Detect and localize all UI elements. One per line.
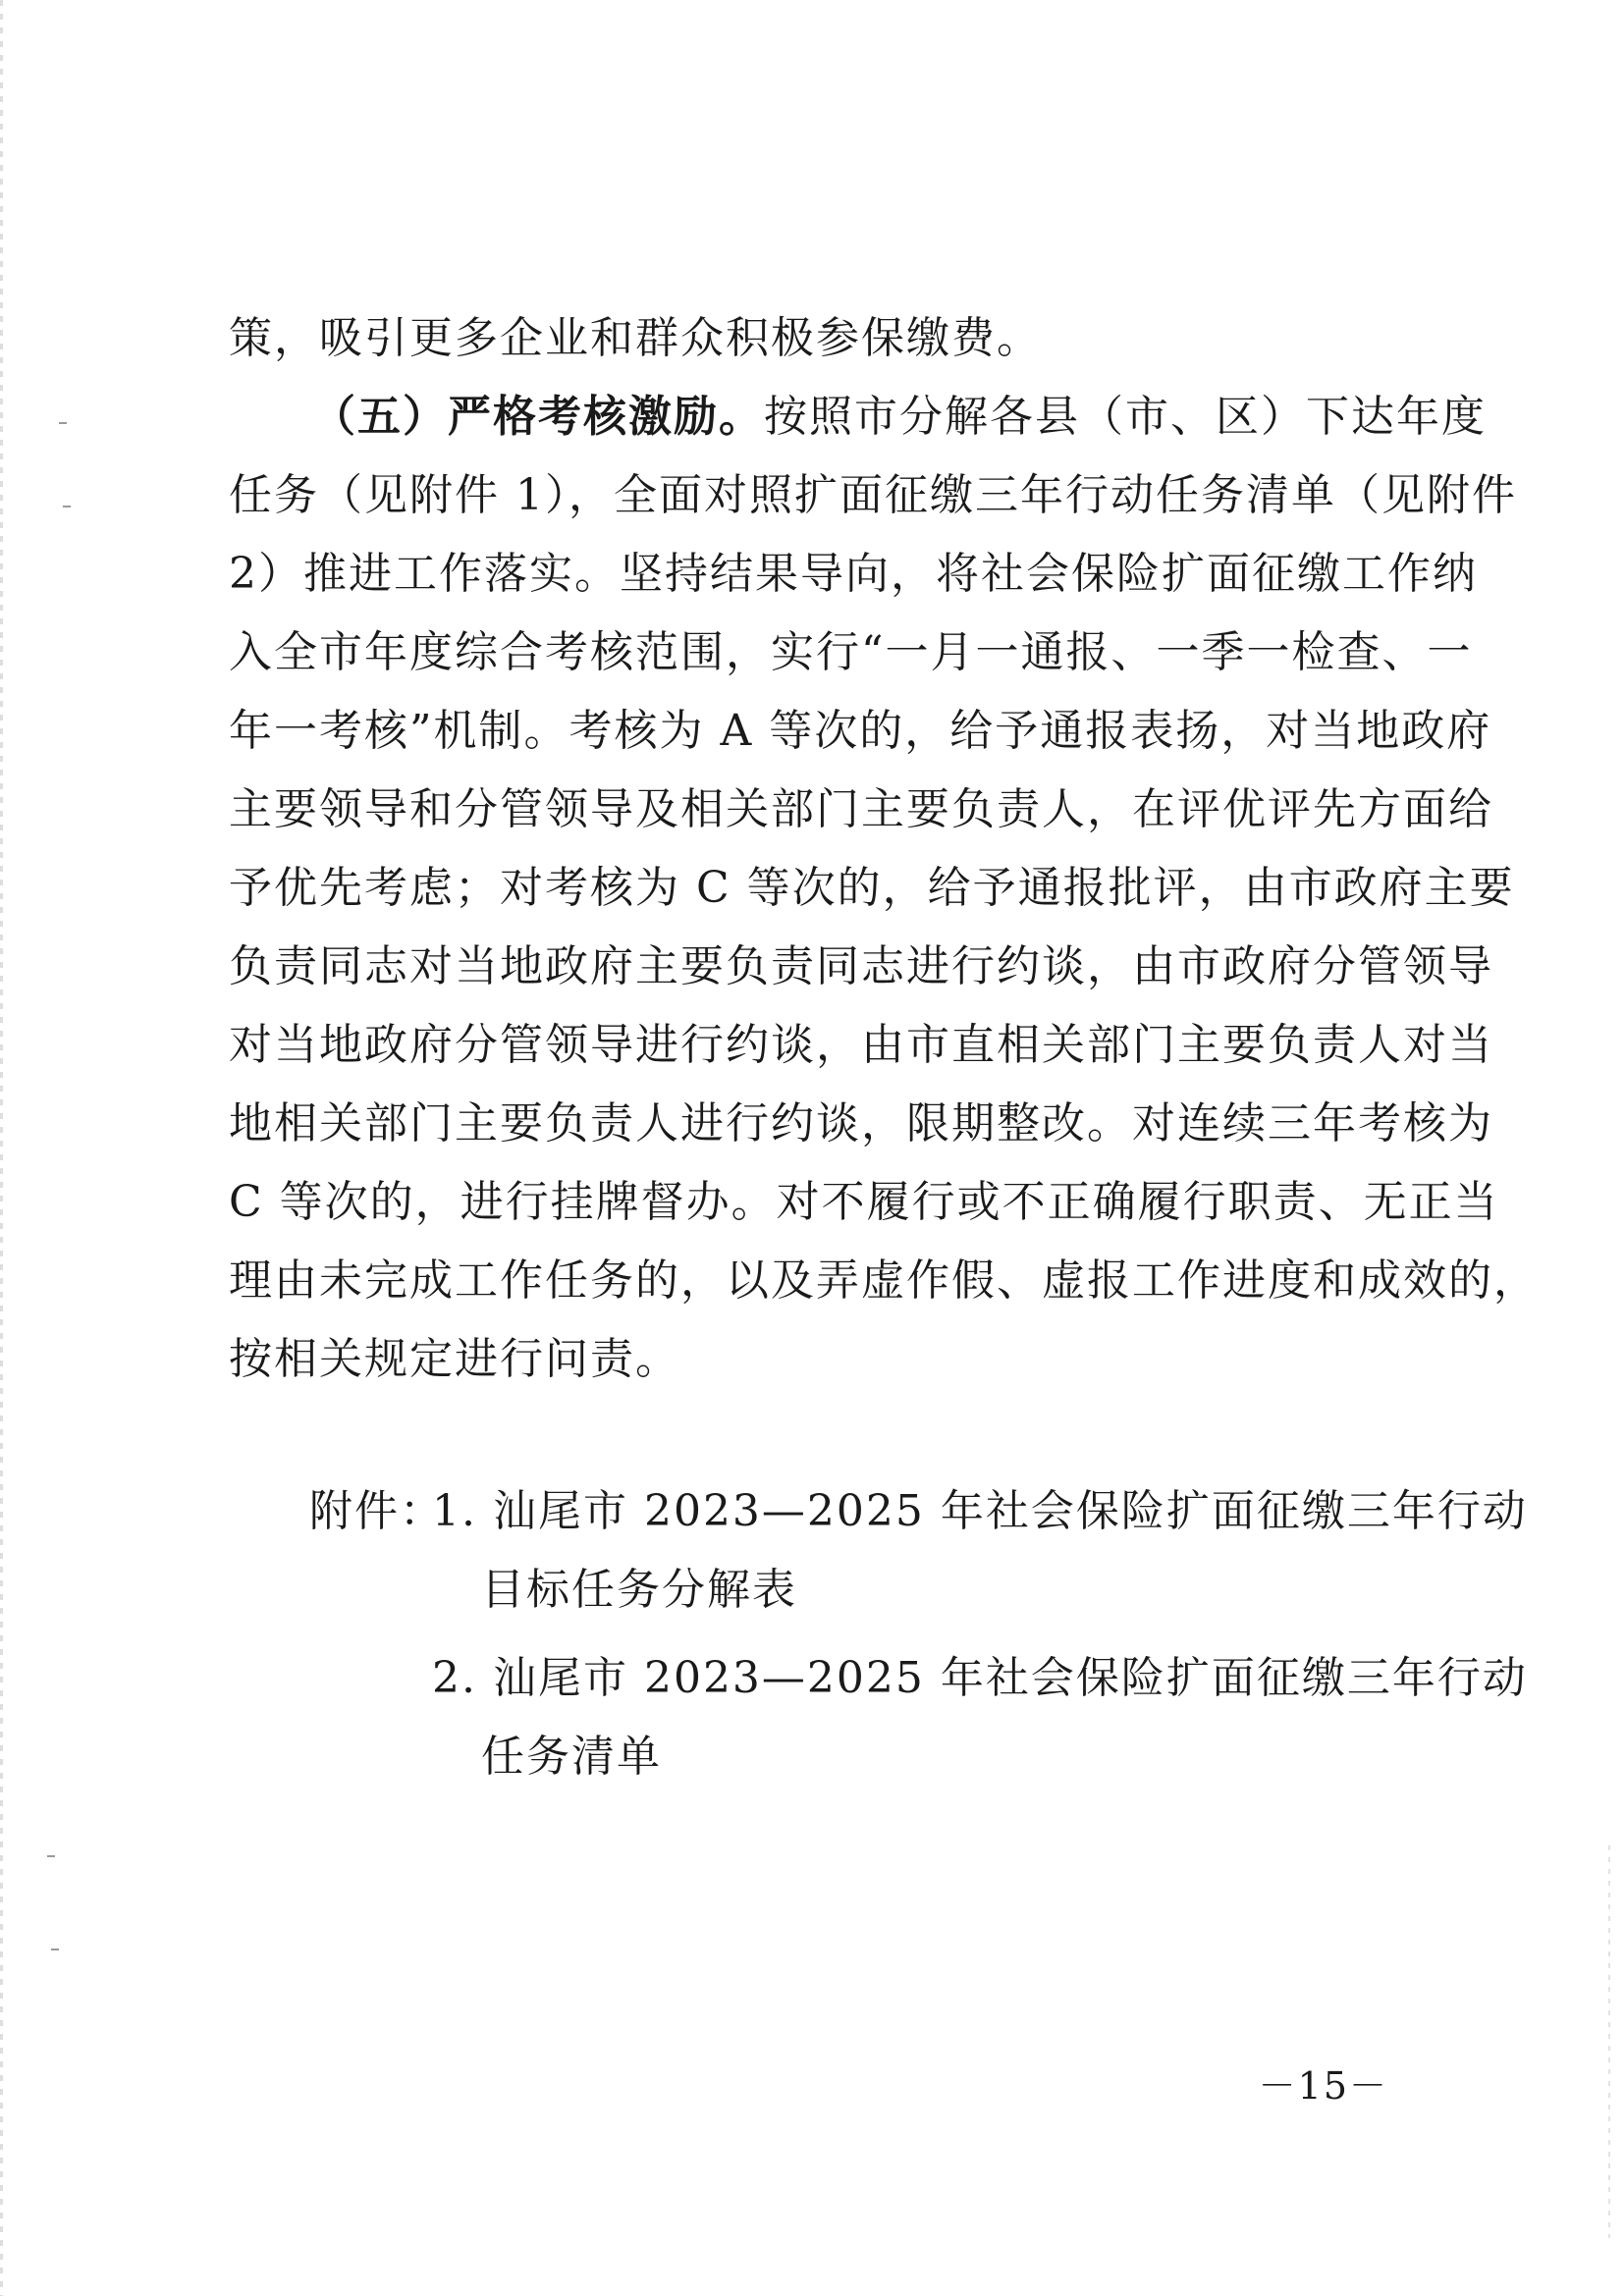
body-line: 主要领导和分管领导及相关部门主要负责人，在评优评先方面给 [229, 784, 1493, 834]
scan-edge-right [1608, 1845, 1610, 2238]
para2-first-line-text: 按照市分解各县（市、区）下达年度 [764, 392, 1487, 442]
attachment-item-1: 1. 汕尾市 2023—2025 年社会保险扩面征缴三年行动 [432, 1486, 1528, 1536]
body-line: 负责同志对当地政府主要负责同志进行约谈，由市政府分管领导 [229, 941, 1493, 991]
scan-speck [59, 422, 67, 424]
attachments-label: 附件： [309, 1486, 445, 1536]
body-line: 入全市年度综合考核范围，实行“一月一通报、一季一检查、一 [229, 627, 1473, 677]
body-line: 理由未完成工作任务的，以及弄虚作假、虚报工作进度和成效的， [229, 1255, 1539, 1306]
body-line-1: 策，吸引更多企业和群众积极参保缴费。 [229, 313, 1042, 363]
attachment-item-2: 2. 汕尾市 2023—2025 年社会保险扩面征缴三年行动 [432, 1653, 1528, 1703]
page-number: －15－ [1258, 2064, 1388, 2108]
attachment-item-2-continued: 任务清单 [481, 1732, 662, 1782]
body-line-last: 按相关规定进行问责。 [229, 1334, 680, 1384]
scan-speck [47, 1855, 55, 1857]
attachment-item-1-continued: 目标任务分解表 [481, 1565, 797, 1615]
body-line: 地相关部门主要负责人进行约谈，限期整改。对连续三年考核为 [229, 1098, 1493, 1148]
body-line: 2）推进工作落实。坚持结果导向，将社会保险扩面征缴工作纳 [229, 549, 1478, 599]
body-line: 对当地政府分管领导进行约谈，由市直相关部门主要负责人对当 [229, 1020, 1493, 1070]
scan-speck [51, 1949, 59, 1950]
body-line: 予优先考虑；对考核为 C 等次的，给予通报批评，由市政府主要 [229, 863, 1515, 913]
para2-first-line [312, 388, 1487, 447]
scan-edge-left [0, 0, 3, 2296]
body-line: 任务（见附件 1），全面对照扩面征缴三年行动任务清单（见附件 [229, 470, 1517, 520]
section-heading: （五）严格考核激励。 [312, 392, 764, 442]
body-line: 年一考核”机制。考核为 A 等次的，给予通报表扬，对当地政府 [229, 706, 1492, 756]
body-line: C 等次的，进行挂牌督办。对不履行或不正确履行职责、无正当 [229, 1177, 1499, 1227]
scan-speck [63, 506, 71, 507]
